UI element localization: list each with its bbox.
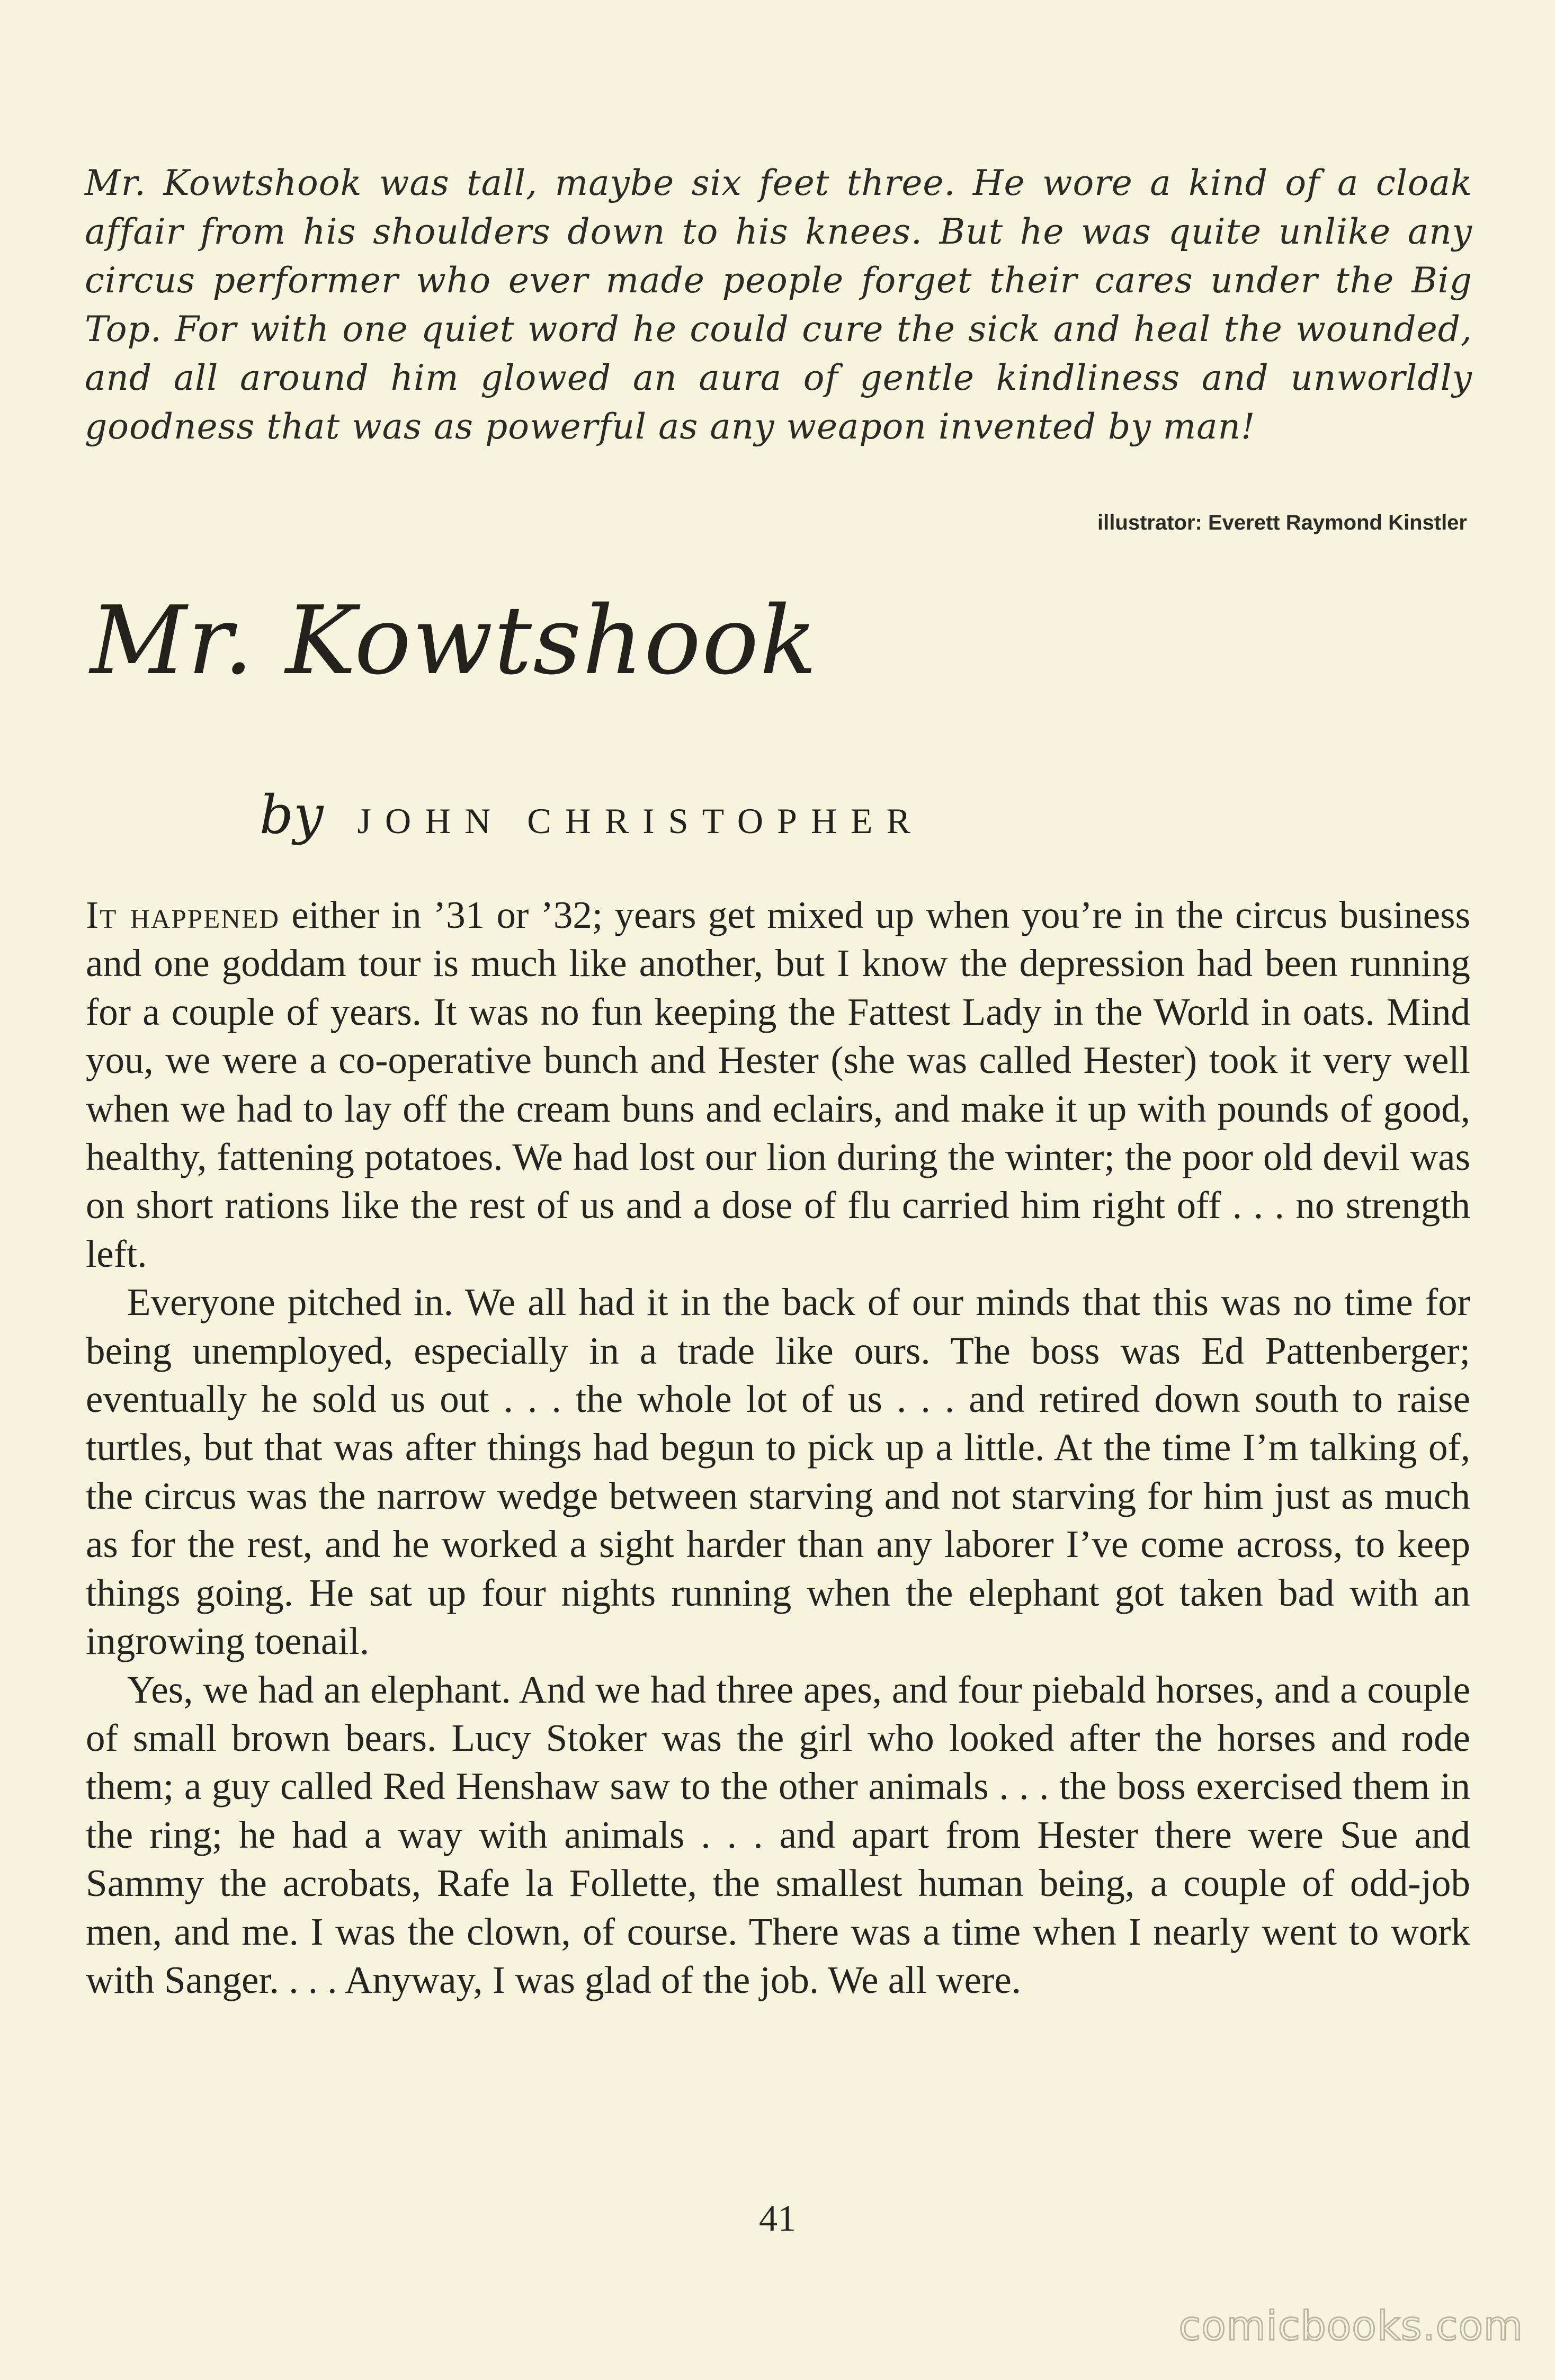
paragraph-1-text: either in ’31 or ’32; years get mixed up when you’re in the circus business and one goddam tour is much like another, but I know the depression had been running for a couple of years. It was no fun keeping the Fattest Lady in the World in oats. Mind you, we were a co-operative bunch and Hester (she was called Hester) took it very well when we had to lay off the cream buns and eclairs, and make it up with pounds of good, healthy, fattening potatoes. We had lost our lion during the winter; the poor old devil was on short rations like the rest of us and a dose of flu carried him right off . . . no strength left. <box>86 893 1470 1275</box>
story-title: Mr. Kowtshook <box>90 586 818 695</box>
illustrator-label: illustrator: <box>1097 511 1202 534</box>
paragraph-3: Yes, we had an elephant. And we had three apes, and four piebald horses, and a couple of small brown bears. Lucy Stoker was the girl who looked after the horses and rode them; a guy called Red Henshaw saw to the other animals . . . the boss exercised them in the ring; he had a way with animals . . . and apart from Hester there were Sue and Sammy the acrobats, Rafe la Follette, the smallest human being, a couple of odd-job men, and me. I was the clown, of course. There was a time when I nearly went to work with Sanger. . . . Anyway, I was glad of the job. We all were. <box>86 1668 1470 2001</box>
author-name: JOHN CHRISTOPHER <box>357 801 924 841</box>
illustrator-name: Everett Raymond Kinstler <box>1208 511 1467 534</box>
paragraph-1 <box>86 891 1470 1278</box>
opening-words: It happened <box>86 893 280 936</box>
page-number: 41 <box>759 2198 796 2239</box>
illustrator-credit <box>1097 511 1467 535</box>
story-body <box>86 891 1470 2004</box>
intro-blurb: Mr. Kowtshook was tall, maybe six feet three. He wore a kind of a cloak affair from his shoulders down to his knees. But he was quite unlike any circus performer who ever made people forget their cares under the Big Top. For with one quiet word he could cure the sick and heal the wounded, and all around him glowed an aura of gentle kindliness and unworldly goodness that was as powerful as any weapon invented by man! <box>85 163 1472 447</box>
paragraph-2: Everyone pitched in. We all had it in the back of our minds that this was no time for being unemployed, especially in a trade like ours. The boss was Ed Pattenberger; eventually he sold us out . . . the whole lot of us . . . and retired down south to raise turtles, but that was after things had begun to pick up a little. At the time I’m talking of, the circus was the narrow wedge between starving and not starving for him just as much as for the rest, and he worked a sight harder than any laborer I’ve come across, to keep things going. He sat up four nights running when the elephant got taken bad with an ingrowing toenail. <box>86 1281 1470 1663</box>
byline-by: by <box>260 784 324 846</box>
watermark: comicbooks.com <box>1178 2302 1523 2349</box>
byline <box>260 784 924 846</box>
